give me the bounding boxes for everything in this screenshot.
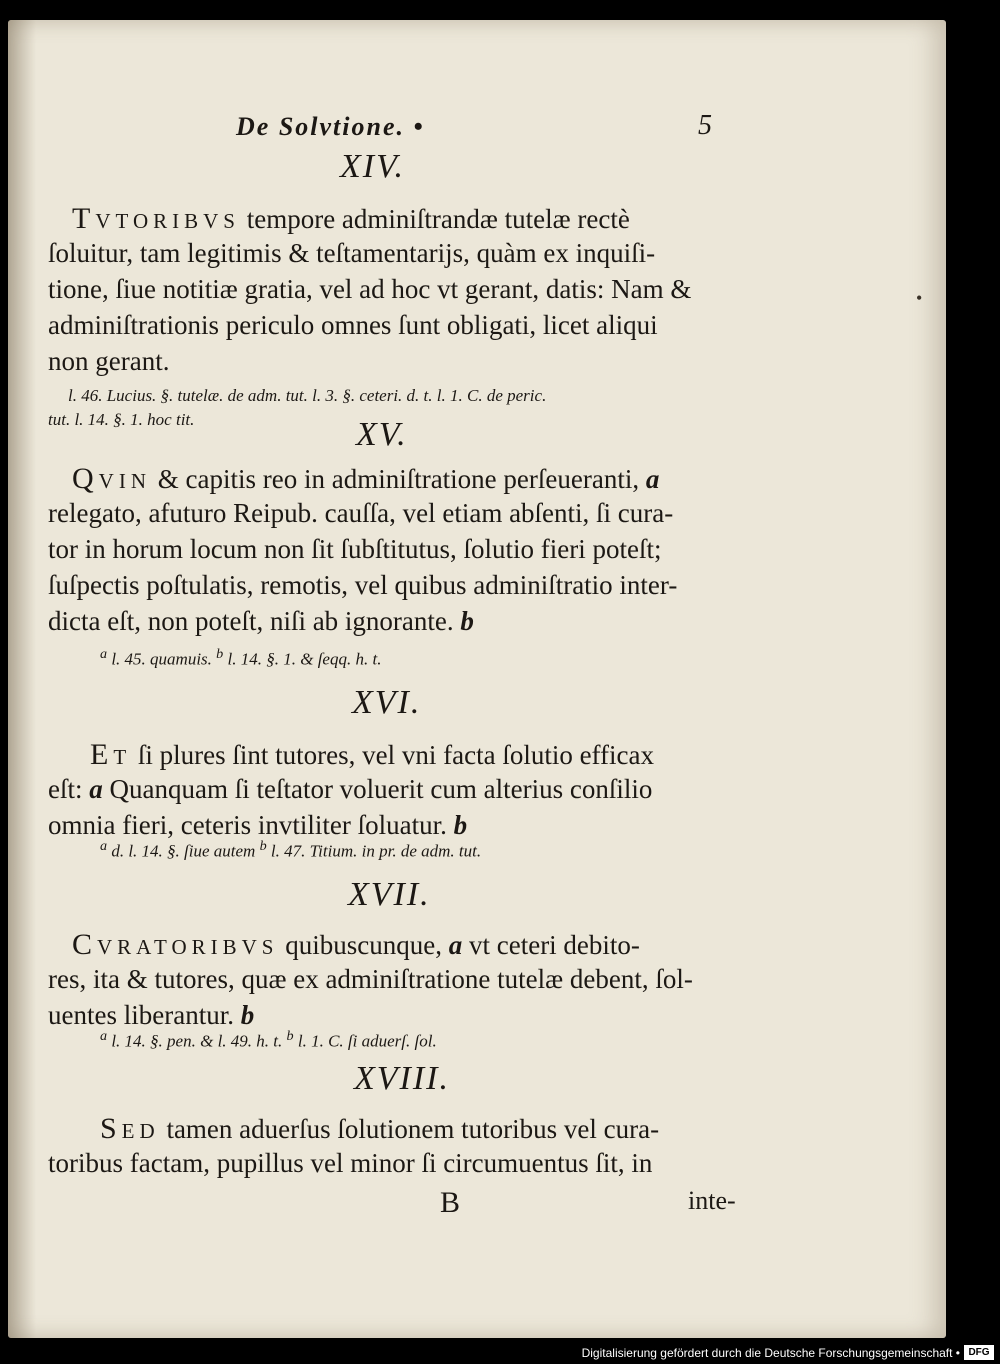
stray-mark: • [916,288,923,308]
note-marker: b [460,606,474,636]
paragraph-line: non gerant. [48,346,170,376]
citation-note: $^a$ d. l. 14. §. ſiue autem $^b$ l. 47. Titium. in pr. de adm. tut. [100,838,482,861]
paragraph-line: res, ita & tutores, quæ ex adminiſtratione tutelæ debent, ſol- [48,964,693,994]
paragraph-line: tor in horum locum non ſit ſubſtitutus, ſolutio fieri poteſt; [48,534,662,564]
paragraph-line: dicta eſt, non poteſt, niſi ab ignorante. b [48,606,474,636]
running-title: De Solvtione. • [236,112,425,141]
paragraph-line: Sed tamen aduerſus ſolutionem tutoribus vel cura- [100,1112,660,1145]
dfg-logo: DFG [964,1345,994,1360]
paragraph-line: relegato, afuturo Reipub. cauſſa, vel etiam abſenti, ſi cura- [48,498,674,528]
section-heading-xiv: XIV. [340,148,405,185]
paragraph-line: Cvratoribvs quibuscunque, a vt ceteri debito- [72,928,640,961]
note-marker: a [448,930,463,960]
footer-credit: Digitalisierung gefördert durch die Deutsche Forschungsgemeinschaft • [581,1346,960,1360]
paragraph-line: adminiſtrationis periculo omnes ſunt obligati, licet aliqui [48,310,658,340]
paragraph-line: tione, ſiue notitiæ gratia, vel ad hoc vt gerant, datis: Nam & [48,274,692,304]
folio-number: 5 [698,110,712,141]
initial-word: Sed [100,1112,160,1145]
section-heading-xv: XV. [356,416,408,453]
paragraph-line: uentes liberantur. b [48,1000,255,1030]
citation-note: $^a$ l. 14. §. pen. & l. 49. h. t. $^b$ l. 1. C. ſi aduerſ. ſol. [100,1028,437,1051]
initial-word: Tvtoribvs [72,202,240,235]
catchword: inte- [688,1186,736,1215]
citation-note: $^a$ l. 45. quamuis. $^b$ l. 14. §. 1. & ſeqq. h. t. [100,646,382,669]
section-heading-xvii: XVII. [348,876,431,913]
note-marker: b [240,1000,255,1030]
note-marker: a [645,464,660,494]
page-gutter-shadow [8,20,36,1338]
initial-word: Qvin [72,462,151,495]
paragraph-line: Et ſi plures ſint tutores, vel vni facta ſolutio efficax [90,738,655,771]
section-heading-xviii: XVIII. [354,1060,451,1097]
paragraph-line: ſoluitur, tam legitimis & teſtamentarijs, quàm ex inquiſi- [48,238,656,268]
footer-bar [0,1342,1000,1364]
initial-word: Et [90,738,132,771]
initial-word: Cvratoribvs [72,928,279,961]
note-marker: a [89,774,103,804]
note-marker: b [453,810,468,840]
book-page [8,20,946,1338]
signature-mark: B [440,1186,461,1219]
paragraph-line: eſt: a Quanquam ſi teſtator voluerit cum alterius conſilio [48,774,653,804]
section-heading-xvi: XVI. [352,684,422,721]
paragraph-line: Tvtoribvs tempore adminiſtrandæ tutelæ rectè [72,202,630,235]
citation-note: tut. l. 14. §. 1. hoc tit. [48,410,195,429]
paragraph-line: Qvin & capitis reo in adminiſtratione perſeueranti, a [72,462,660,495]
paragraph-line: omnia fieri, ceteris invtiliter ſoluatur. b [48,810,468,840]
paragraph-line: ſuſpectis poſtulatis, remotis, vel quibus adminiſtratio inter- [48,570,678,600]
citation-note: l. 46. Lucius. §. tutelæ. de adm. tut. l. 3. §. ceteri. d. t. l. 1. C. de peric. [68,386,547,405]
paragraph-line: toribus factam, pupillus vel minor ſi circumuentus ſit, in [48,1148,653,1178]
